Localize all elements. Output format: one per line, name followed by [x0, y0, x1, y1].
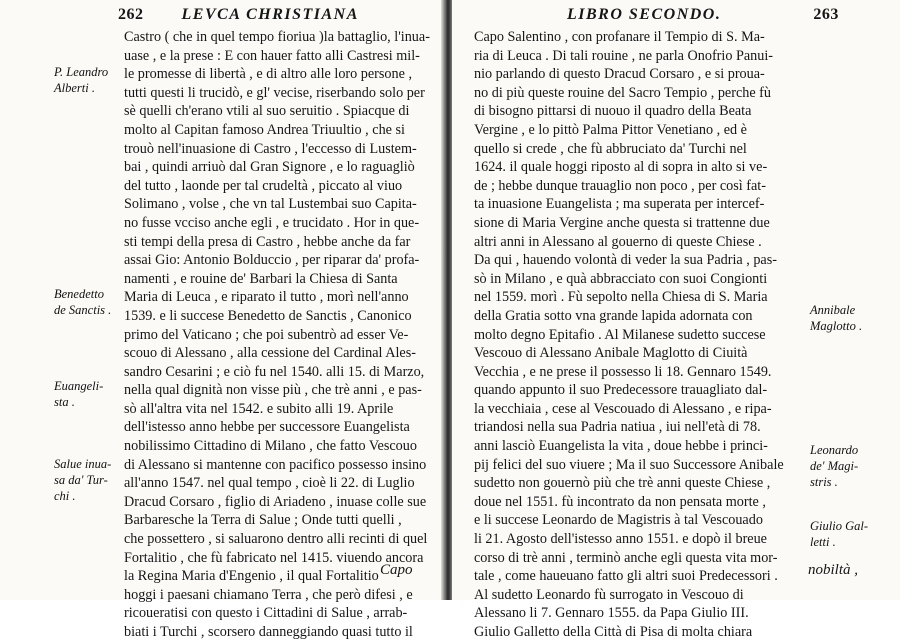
left-page-header [118, 6, 359, 30]
right-page-header [567, 6, 839, 30]
left-page-text [124, 28, 442, 642]
text-line: dell'istesso anno hebbe per successore Euangelista [124, 419, 410, 436]
text-line: hoggi i paesani chiamano Terra , che però difesi , e [124, 586, 413, 603]
text-line: altri anni in Alessano al gouerno di queste Chiese . [474, 233, 762, 250]
right-catchword: nobiltà , [808, 562, 859, 578]
text-line: sione di Maria Vergine anche questa si trattenne due [474, 214, 770, 231]
text-line: del tutto , laonde per tal crudeltà , piccato al viuo [124, 177, 403, 194]
text-line: Al sudetto Leonardo fù surrogato in Vescouo di [474, 586, 744, 603]
text-line: Vecchia , e ne prese il possesso li 18. Gennaro 1549. [474, 363, 772, 380]
text-line: Dracud Corsaro , figlio di Ariadeno , inuase colle sue [124, 493, 427, 510]
text-line: pij felici del suo viuere ; Ma il suo Successore Anibale [474, 456, 784, 473]
text-line: no di più queste rouine del Sacro Tempio , perche fù [474, 84, 771, 101]
text-line: sò in Milano , e quà abbracciato con suoi Congionti [474, 270, 768, 287]
text-line: di Alessano si mantenne con pacifico possesso insino [124, 456, 427, 473]
text-line: nel 1559. morì . Fù sepolto nella Chiesa di S. Maria [474, 289, 768, 306]
margin-note-magistris: Leonardo de' Magi- stris . [810, 443, 859, 489]
text-line: Giulio Galletto della Città di Pisa di molta chiara [474, 624, 753, 640]
text-line: nella qual dignità non visse più , che trè anni , e pas- [124, 382, 422, 399]
text-line: sudetto non gouernò più che trè anni queste Chiese , [474, 475, 771, 492]
text-line: biati i Turchi , scorsero danneggiando quasi tutto il [124, 624, 413, 640]
text-line: bai , quindi arriuò dal Gran Signore , e lo raguagliò [124, 159, 415, 176]
text-line: no fusse vcciso anche egli , e trucidato . Hor in que- [124, 214, 420, 231]
text-line: primo del Vaticano ; che poi subentrò ad esser Ve- [124, 326, 409, 343]
text-line: de ; hebbe dunque trauaglio non poco , per così fat- [474, 177, 766, 194]
margin-note-maglotto: Annibale Maglotto . [810, 303, 863, 333]
right-running-head: LIBRO SECONDO. [567, 6, 722, 23]
text-line: nobilissimo Cittadino di Milano , che fatto Vescouo [124, 438, 417, 455]
text-line: assai Gio: Antonio Bolduccio , per riparar da' profa- [124, 252, 420, 269]
text-line: trouò nell'inuasione di Castro , l'eccesso di Lustem- [124, 140, 417, 157]
text-line: scouo di Alessano , alla cessione del Cardinal Ales- [124, 345, 416, 362]
text-line: ria di Leuca . Di tali rouine , ne parla Onofrio Panui- [474, 47, 774, 64]
margin-note-euangelista: Euangeli- sta . [54, 379, 104, 409]
margin-note-salue: Salue inua- sa da' Tur- chi . [54, 457, 112, 503]
text-line: corso di trè anni , terminò anche egli questa vita mor- [474, 549, 778, 566]
text-line: quello si crede , che fù abbruciato da' Turchi nel [474, 140, 747, 157]
text-line: la vecchiaia , cese al Vescouado di Alessano , e ripa- [474, 400, 772, 417]
text-line: Maria di Leuca , e riparato il tutto , morì nell'anno [124, 289, 409, 306]
left-page-number: 262 [118, 6, 144, 23]
text-line: Fortalitio , che fù fabricato nel 1415. viuendo ancora [124, 549, 424, 566]
text-line: Solimano , volse , che vn tal Lustembai suo Capita- [124, 196, 417, 213]
right-page-number: 263 [813, 6, 839, 23]
left-catchword: Capo [380, 562, 413, 578]
text-line: anni lasciò Euangelista la vita , doue hebbe i princi- [474, 438, 768, 455]
text-line: di bisogno pittarsi di nuouo il quadro della Beata [474, 103, 752, 120]
text-line: molto degno Epitafio . Al Milanese sudetto succese [474, 326, 766, 343]
text-line: quando appunto il suo Predecessore trauagliato dal- [474, 382, 768, 399]
text-line: sti tempi della presa di Castro , hebbe anche da far [124, 233, 411, 250]
text-line: doue nel 1551. fù incontrato da non pensata morte , [474, 493, 766, 510]
margin-note-sanctis: Benedetto de Sanctis . [54, 287, 112, 317]
text-line: e li succese Leonardo de Magistris à tal Vescouado [474, 512, 763, 529]
text-line: ricoueratisi con questo i Cittadini di Salue , arrab- [124, 605, 408, 622]
text-line: tutti questi li trucidò, e gl' vecise, riserbando solo per [124, 84, 425, 101]
text-line: tale , come haueuano fatto gli altri suoi Predecessori . [474, 568, 778, 585]
text-line: le promesse di libertà , e di altro alle loro persone , [124, 66, 412, 83]
text-line: 1539. e li succese Benedetto de Sanctis , Canonico [124, 307, 412, 324]
text-line: che possettero , si saluarono dentro alli recinti di quel [124, 531, 428, 548]
text-line: Vergine , e lo pittò Palma Pittor Venetiano , ed è [474, 121, 747, 138]
text-line: Capo Salentino , con profanare il Tempio di S. Ma- [474, 29, 765, 45]
text-line: Alessano li 7. Gennaro 1555. da Papa Giulio III. [474, 605, 749, 622]
text-line: nio parlando di questo Dracud Corsaro , e si proua- [474, 66, 765, 83]
margin-note-alberti: P. Leandro Alberti . [54, 65, 109, 95]
right-page [452, 0, 900, 640]
text-line: sò all'altra vita nel 1542. e subito alli 19. Aprile [124, 400, 394, 417]
text-line: Barbaresche la Terra di Salue ; Onde tutti quelli , [124, 512, 402, 529]
text-line: ta inuasione Euangelista ; ma superata per intercef- [474, 196, 765, 213]
text-line: all'anno 1547. nel qual tempo , cioè li 22. di Luglio [124, 475, 415, 492]
text-line: sandro Cesarini ; e ciò fu nel 1540. alli 15. di Marzo, [124, 363, 425, 380]
text-line: uase , e la prese : E con hauer fatto alli Castresi mil- [124, 47, 420, 64]
text-line: triandosi nella sua Padria natiua , iui nell'età di 78. [474, 419, 761, 436]
text-line: li 21. Agosto dell'istesso anno 1551. e dopò il breue [474, 531, 767, 548]
text-line: Da qui , hauendo volontà di veder la sua Padria , pas- [474, 252, 777, 269]
text-line: Castro ( che in quel tempo fioriua )la battaglio, l'inua- [124, 29, 430, 45]
text-line: 1624. il quale hoggi riposto al di sopra in alto si ve- [474, 159, 768, 176]
text-line: sè quelli ch'erano vtili al suo seruitio . Spiacque di [124, 103, 410, 120]
text-line: Vescouo di Alessano Anibale Maglotto di Ciuità [474, 345, 748, 362]
left-page [0, 0, 445, 640]
text-line: la Regina Maria d'Engenio , il qual Fortalitio [124, 568, 379, 585]
margin-note-galletti: Giulio Gal- letti . [810, 519, 868, 549]
text-line: namenti , e rouine de' Barbari la Chiesa di Santa [124, 270, 398, 287]
text-line: molto al Capitan famoso Andrea Triuultio , che si [124, 121, 405, 138]
left-running-head: LEVCA CHRISTIANA [181, 6, 359, 23]
text-line: della Gratia sotto vna grande lapida adornata con [474, 307, 753, 324]
